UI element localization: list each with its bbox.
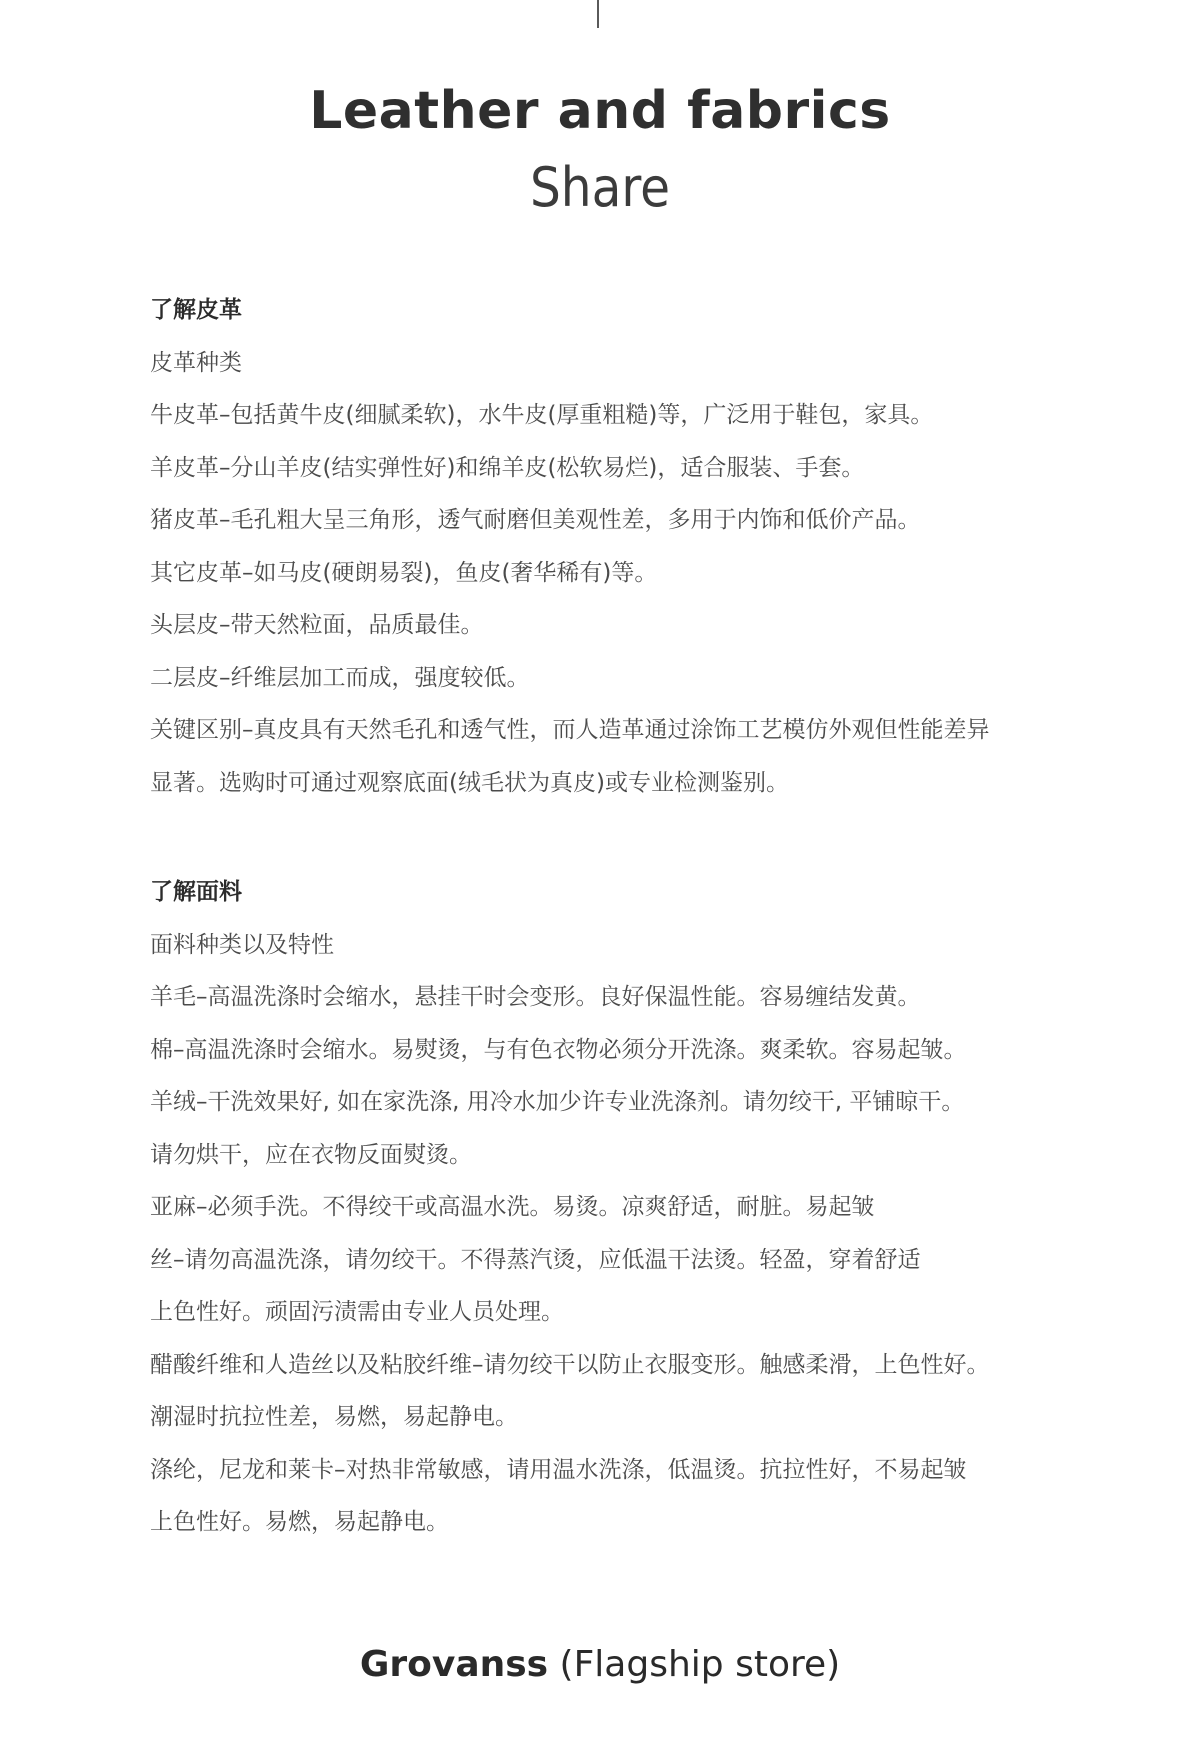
leather-line: 猪皮革–毛孔粗大呈三角形，透气耐磨但美观性差，多用于内饰和低价产品。 xyxy=(150,507,921,533)
leather-line: 羊皮革–分山羊皮(结实弹性好)和绵羊皮(松软易烂)，适合服装、手套。 xyxy=(150,454,865,481)
leather-line: 头层皮–带天然粒面，品质最佳。 xyxy=(150,612,484,638)
fabric-line: 羊毛–高温洗涤时会缩水，悬挂干时会变形。良好保温性能。容易缠结发黄。 xyxy=(150,984,921,1010)
leather-heading: 了解皮革 xyxy=(150,297,242,323)
fabric-line: 亚麻–必须手洗。不得绞干或高温水洗。易烫。凉爽舒适，耐脏。易起皱 xyxy=(150,1194,875,1220)
fabric-line: 请勿烘干，应在衣物反面熨烫。 xyxy=(150,1141,472,1168)
top-divider-line xyxy=(597,0,599,28)
leather-line: 显著。选购时可通过观察底面(绒毛状为真皮)或专业检测鉴别。 xyxy=(150,769,789,796)
brand-name: Grovanss xyxy=(359,1644,549,1685)
fabric-line: 潮湿时抗拉性差，易燃，易起静电。 xyxy=(150,1404,518,1430)
fabric-line: 上色性好。顽固污渍需由专业人员处理。 xyxy=(150,1299,564,1325)
fabric-line: 上色性好。易燃，易起静电。 xyxy=(150,1509,449,1535)
fabric-line: 羊绒–干洗效果好, 如在家洗涤, 用冷水加少许专业洗涤剂。请勿绞干, 平铺晾干。 xyxy=(150,1089,965,1115)
leather-line: 牛皮革–包括黄牛皮(细腻柔软)，水牛皮(厚重粗糙)等，广泛用于鞋包，家具。 xyxy=(150,402,934,428)
fabric-line: 丝–请勿高温洗涤，请勿绞干。不得蒸汽烫，应低温干法烫。轻盈，穿着舒适 xyxy=(150,1246,921,1273)
fabric-line: 涤纶，尼龙和莱卡–对热非常敏感，请用温水洗涤，低温烫。抗拉性好，不易起皱 xyxy=(150,1456,967,1483)
fabric-heading: 了解面料 xyxy=(150,879,242,905)
fabric-section xyxy=(150,866,1080,1549)
leather-line: 其它皮革–如马皮(硬朗易裂)，鱼皮(奢华稀有)等。 xyxy=(150,559,658,586)
leather-line: 二层皮–纤维层加工而成，强度较低。 xyxy=(150,664,530,691)
fabric-line: 面料种类以及特性 xyxy=(150,931,334,958)
footer-store-name xyxy=(0,1640,1200,1690)
store-type: (Flagship store) xyxy=(548,1644,841,1685)
page-title: Leather and fabrics xyxy=(309,81,891,141)
fabric-line: 棉–高温洗涤时会缩水。易熨烫，与有色衣物必须分开洗涤。爽柔软。容易起皱。 xyxy=(150,1036,967,1063)
page-subtitle: Share xyxy=(529,156,671,219)
leather-line: 皮革种类 xyxy=(150,349,242,376)
leather-section xyxy=(150,284,1080,809)
fabric-line: 醋酸纤维和人造丝以及粘胶纤维–请勿绞干以防止衣服变形。触感柔滑，上色性好。 xyxy=(150,1351,990,1378)
leather-line: 关键区别–真皮具有天然毛孔和透气性，而人造革通过涂饰工艺模仿外观但性能差异 xyxy=(150,717,990,743)
